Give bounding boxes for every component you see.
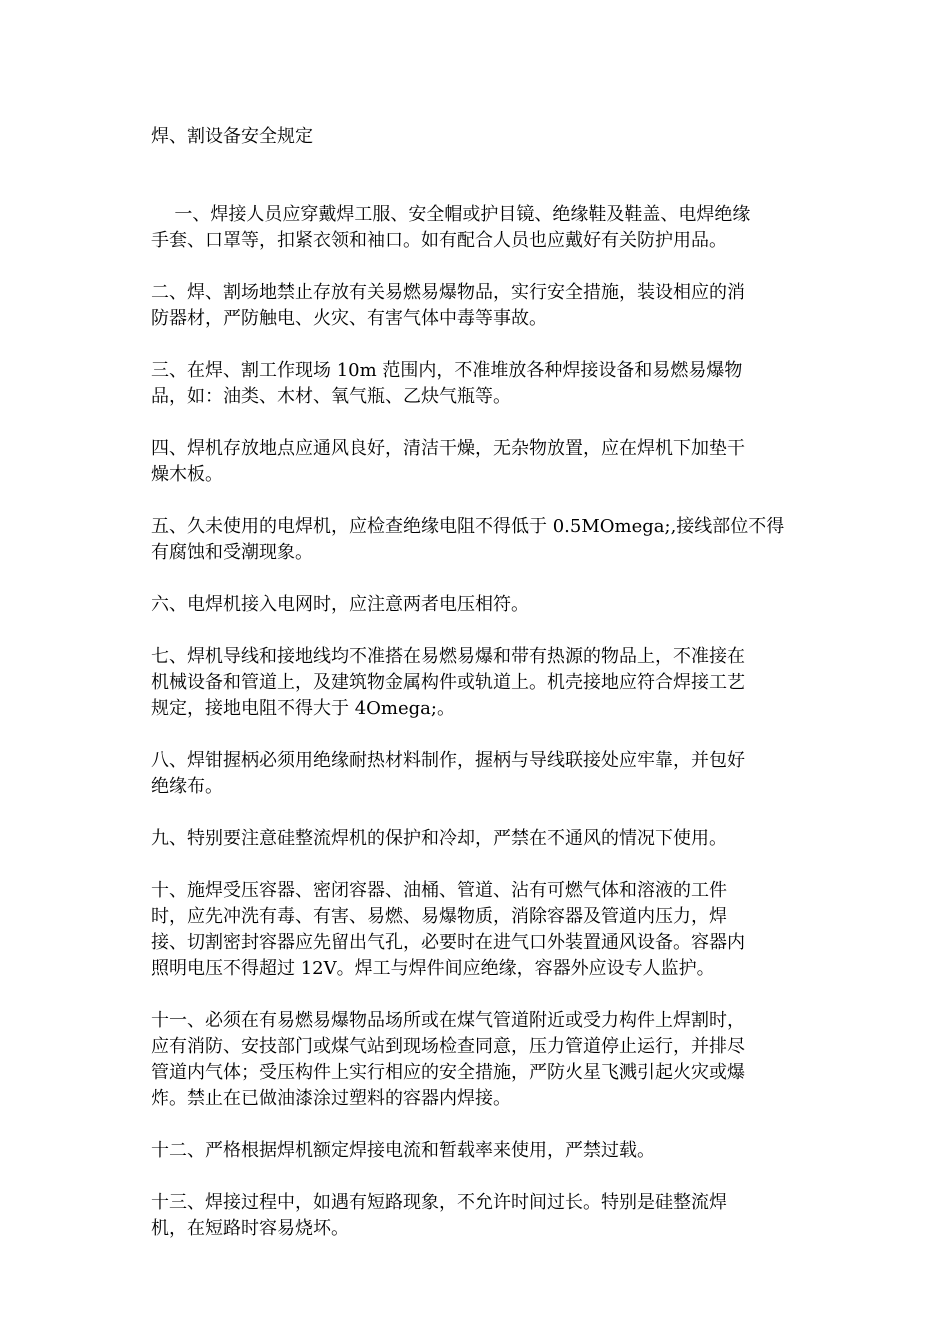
paragraph-5: 五、久未使用的电焊机，应检查绝缘电阻不得低于 0.5MOmega;,接线部位不得 有腐蚀和受潮现象。 — [151, 516, 785, 563]
paragraph-7: 七、焊机导线和接地线均不准搭在易燃易爆和带有热源的物品上，不准接在 机械设备和管道上，及建筑物金属构件或轨道上。机壳接地应符合焊接工艺 规定，接地电阻不得大于 4Omega;。 — [151, 646, 745, 719]
document-title: 焊、割设备安全规定 — [151, 126, 313, 147]
paragraph-13: 十三、焊接过程中，如遇有短路现象，不允许时间过长。特别是硅整流焊 机，在短路时容易烧坏。 — [151, 1192, 727, 1239]
paragraph-3: 三、在焊、割工作现场 10m 范围内，不准堆放各种焊接设备和易燃易爆物 品，如：油类、木材、氧气瓶、乙炔气瓶等。 — [151, 360, 743, 407]
paragraph-1: 一、焊接人员应穿戴焊工服、安全帽或护目镜、绝缘鞋及鞋盖、电焊绝缘 手套、口罩等，扣紧衣领和袖口。如有配合人员也应戴好有关防护用品。 — [151, 204, 751, 251]
paragraph-8: 八、焊钳握柄必须用绝缘耐热材料制作，握柄与导线联接处应牢靠，并包好 绝缘布。 — [151, 750, 745, 797]
paragraph-4: 四、焊机存放地点应通风良好，清洁干燥，无杂物放置，应在焊机下加垫干 燥木板。 — [151, 438, 745, 485]
paragraph-6: 六、电焊机接入电网时，应注意两者电压相符。 — [151, 594, 529, 615]
paragraph-12: 十二、严格根据焊机额定焊接电流和暂载率来使用，严禁过载。 — [151, 1140, 655, 1161]
paragraph-11: 十一、必须在有易燃易爆物品场所或在煤气管道附近或受力构件上焊割时， 应有消防、安技部门或煤气站到现场检查同意，压力管道停止运行，并排尽 管道内气体；受压构件上实行相应的安全措施，严防火星飞溅引起火灾或爆 炸。禁止在已做油漆涂过塑料的容器内焊接。 — [151, 1010, 745, 1109]
document-body — [151, 202, 801, 1242]
paragraph-9: 九、特别要注意硅整流焊机的保护和冷却，严禁在不通风的情况下使用。 — [151, 828, 727, 849]
paragraph-10: 十、施焊受压容器、密闭容器、油桶、管道、沾有可燃气体和溶液的工件 时，应先冲洗有毒、有害、易燃、易爆物质，消除容器及管道内压力，焊 接、切割密封容器应先留出气孔，必要时在进气口外装置通风设备。容器内 照明电压不得超过 12V。焊工与焊件间应绝缘，容器外应设专人监护。 — [151, 880, 745, 979]
paragraph-2: 二、焊、割场地禁止存放有关易燃易爆物品，实行安全措施，装设相应的消 防器材，严防触电、火灾、有害气体中毒等事故。 — [151, 282, 745, 329]
document-page — [151, 124, 801, 1268]
